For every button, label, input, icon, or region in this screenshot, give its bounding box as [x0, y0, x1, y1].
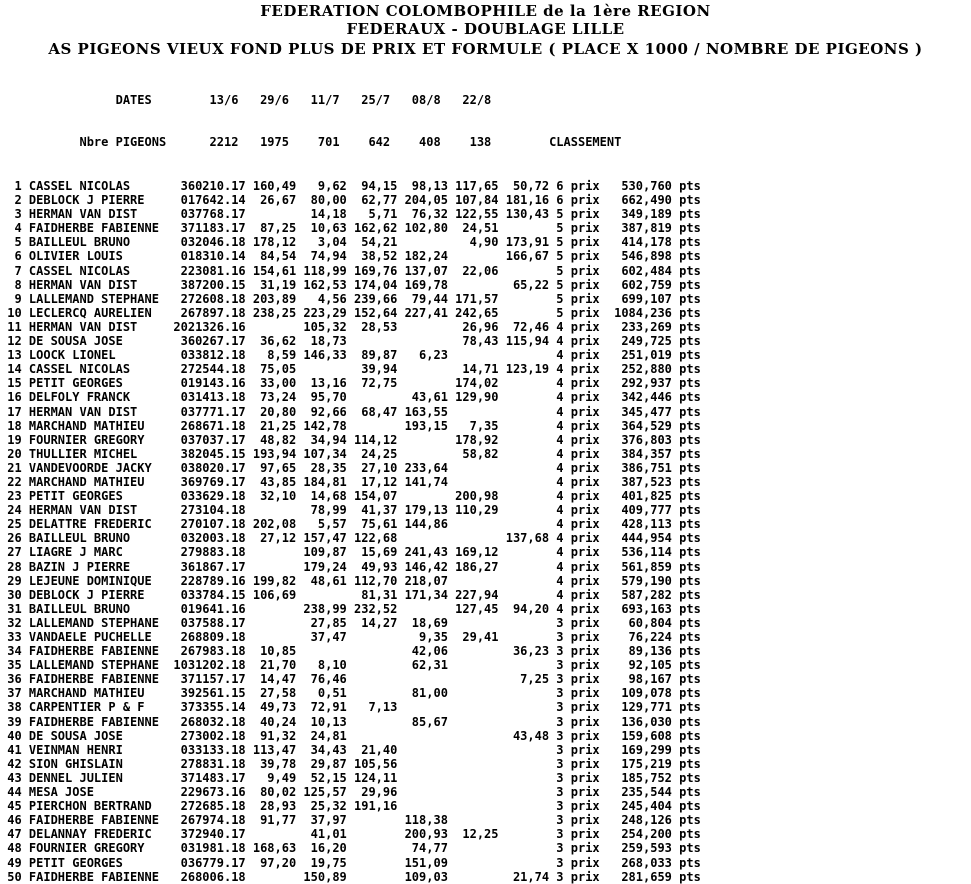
table-row: 46 FAIDHERBE FABIENNE 267974.18 91,77 37,97 118,38 3 prix 248,126 pts [0, 813, 701, 828]
table-row: 44 MESA JOSE 229673.16 80,02 125,57 29,96 3 prix 235,544 pts [0, 785, 701, 800]
table-row: 28 BAZIN J PIERRE 361867.17 179,24 49,93 146,42 186,27 4 prix 561,859 pts [0, 559, 701, 574]
table-row: 37 MARCHAND MATHIEU 392561.15 27,58 0,51 81,00 3 prix 109,078 pts [0, 686, 701, 701]
header-dates-row: DATES 13/6 29/6 11/7 25/7 08/8 22/8 [0, 93, 492, 107]
table-row: 23 PETIT GEORGES 033629.18 32,10 14,68 154,07 200,98 4 prix 401,825 pts [0, 489, 701, 504]
table-row: 50 FAIDHERBE FABIENNE 268006.18 150,89 109,03 21,74 3 prix 281,659 pts [0, 869, 701, 884]
table-row: 30 DEBLOCK J PIERRE 033784.15 106,69 81,31 171,34 227,94 4 prix 587,282 pts [0, 587, 701, 602]
results-table [0, 179, 971, 884]
table-row: 13 LOOCK LIONEL 033812.18 8,59 146,33 89,87 6,23 4 prix 251,019 pts [0, 348, 701, 363]
table-row: 15 PETIT GEORGES 019143.16 33,00 13,16 72,75 174,02 4 prix 292,937 pts [0, 376, 701, 391]
table-row: 9 LALLEMAND STEPHANE 272608.18 203,89 4,56 239,66 79,44 171,57 5 prix 699,107 pts [0, 291, 701, 306]
table-row: 38 CARPENTIER P & F 373355.14 49,73 72,91 7,13 3 prix 129,771 pts [0, 700, 701, 715]
table-row: 45 PIERCHON BERTRAND 272685.18 28,93 25,32 191,16 3 prix 245,404 pts [0, 799, 701, 814]
table-row: 19 FOURNIER GREGORY 037037.17 48,82 34,94 114,12 178,92 4 prix 376,803 pts [0, 432, 701, 447]
event-title: FEDERAUX - DOUBLAGE LILLE [346, 20, 625, 38]
table-header [0, 65, 971, 177]
table-row: 1 CASSEL NICOLAS 360210.17 160,49 9,62 94,15 98,13 117,65 50,72 6 prix 530,760 pts [0, 179, 701, 193]
category-title: AS PIGEONS VIEUX FOND PLUS DE PRIX ET FORMULE ( PLACE X 1000 / NOMBRE DE PIGEONS ) [48, 40, 923, 58]
table-row: 33 VANDAELE PUCHELLE 268809.18 37,47 9,35 29,41 3 prix 76,224 pts [0, 630, 701, 644]
table-row: 24 HERMAN VAN DIST 273104.18 78,99 41,37 179,13 110,29 4 prix 409,777 pts [0, 503, 701, 518]
document-header [0, 2, 971, 59]
federation-title: FEDERATION COLOMBOPHILE de la 1ère REGION [260, 2, 711, 20]
table-row: 10 LECLERCQ AURELIEN 267897.18 238,25 223,29 152,64 227,41 242,65 5 prix 1084,236 pts [0, 305, 701, 320]
table-row: 35 LALLEMAND STEPHANE 1031202.18 21,70 8,10 62,31 3 prix 92,105 pts [0, 658, 701, 673]
table-row: 5 BAILLEUL BRUNO 032046.18 178,12 3,04 54,21 4,90 173,91 5 prix 414,178 pts [0, 235, 701, 250]
table-row: 47 DELANNAY FREDERIC 372940.17 41,01 200,93 12,25 3 prix 254,200 pts [0, 827, 701, 842]
table-row: 39 FAIDHERBE FABIENNE 268032.18 40,24 10,13 85,67 3 prix 136,030 pts [0, 714, 701, 729]
table-row: 43 DENNEL JULIEN 371483.17 9,49 52,15 124,11 3 prix 185,752 pts [0, 770, 701, 785]
table-row: 2 DEBLOCK J PIERRE 017642.14 26,67 80,00 62,77 204,05 107,84 181,16 6 prix 662,490 pts [0, 193, 701, 208]
table-row: 7 CASSEL NICOLAS 223081.16 154,61 118,99 169,76 137,07 22,06 5 prix 602,484 pts [0, 263, 701, 278]
table-row: 22 MARCHAND MATHIEU 369769.17 43,85 184,81 17,12 141,74 4 prix 387,523 pts [0, 474, 701, 489]
table-row: 32 LALLEMAND STEPHANE 037588.17 27,85 14,27 18,69 3 prix 60,804 pts [0, 615, 701, 630]
table-row: 4 FAIDHERBE FABIENNE 371183.17 87,25 10,63 162,62 102,80 24,51 5 prix 387,819 pts [0, 221, 701, 236]
table-row: 17 HERMAN VAN DIST 037771.17 20,80 92,66 68,47 163,55 4 prix 345,477 pts [0, 404, 701, 419]
table-row: 27 LIAGRE J MARC 279883.18 109,87 15,69 241,43 169,12 4 prix 536,114 pts [0, 545, 701, 560]
header-pigeons-row: Nbre PIGEONS 2212 1975 701 642 408 138 CLASSEMENT [0, 135, 622, 149]
table-row: 11 HERMAN VAN DIST 2021326.16 105,32 28,53 26,96 72,46 4 prix 233,269 pts [0, 319, 701, 334]
document-page [0, 2, 971, 884]
table-row: 48 FOURNIER GREGORY 031981.18 168,63 16,20 74,77 3 prix 259,593 pts [0, 841, 701, 856]
table-row: 14 CASSEL NICOLAS 272544.18 75,05 39,94 14,71 123,19 4 prix 252,880 pts [0, 362, 701, 377]
table-row: 49 PETIT GEORGES 036779.17 97,20 19,75 151,09 3 prix 268,033 pts [0, 855, 701, 870]
table-row: 40 DE SOUSA JOSE 273002.18 91,32 24,81 43,48 3 prix 159,608 pts [0, 728, 701, 743]
table-row: 18 MARCHAND MATHIEU 268671.18 21,25 142,78 193,15 7,35 4 prix 364,529 pts [0, 418, 701, 433]
table-row: 20 THULLIER MICHEL 382045.15 193,94 107,34 24,25 58,82 4 prix 384,357 pts [0, 446, 701, 461]
table-row: 8 HERMAN VAN DIST 387200.15 31,19 162,53 174,04 169,78 65,22 5 prix 602,759 pts [0, 277, 701, 292]
table-row: 12 DE SOUSA JOSE 360267.17 36,62 18,73 78,43 115,94 4 prix 249,725 pts [0, 334, 701, 349]
table-row: 3 HERMAN VAN DIST 037768.17 14,18 5,71 76,32 122,55 130,43 5 prix 349,189 pts [0, 207, 701, 222]
table-row: 41 VEINMAN HENRI 033133.18 113,47 34,43 21,40 3 prix 169,299 pts [0, 742, 701, 757]
table-row: 42 SION GHISLAIN 278831.18 39,78 29,87 105,56 3 prix 175,219 pts [0, 756, 701, 771]
table-row: 21 VANDEVOORDE JACKY 038020.17 97,65 28,35 27,10 233,64 4 prix 386,751 pts [0, 460, 701, 475]
table-row: 16 DELFOLY FRANCK 031413.18 73,24 95,70 43,61 129,90 4 prix 342,446 pts [0, 390, 701, 405]
table-row: 26 BAILLEUL BRUNO 032003.18 27,12 157,47 122,68 137,68 4 prix 444,954 pts [0, 531, 701, 546]
table-row: 25 DELATTRE FREDERIC 270107.18 202,08 5,57 75,61 144,86 4 prix 428,113 pts [0, 517, 701, 532]
table-row: 34 FAIDHERBE FABIENNE 267983.18 10,85 42,06 36,23 3 prix 89,136 pts [0, 644, 701, 659]
table-row: 31 BAILLEUL BRUNO 019641.16 238,99 232,52 127,45 94,20 4 prix 693,163 pts [0, 601, 701, 616]
table-row: 29 LEJEUNE DOMINIQUE 228789.16 199,82 48,61 112,70 218,07 4 prix 579,190 pts [0, 573, 701, 588]
table-row: 36 FAIDHERBE FABIENNE 371157.17 14,47 76,46 7,25 3 prix 98,167 pts [0, 672, 701, 687]
table-row: 6 OLIVIER LOUIS 018310.14 84,54 74,94 38,52 182,24 166,67 5 prix 546,898 pts [0, 249, 701, 264]
